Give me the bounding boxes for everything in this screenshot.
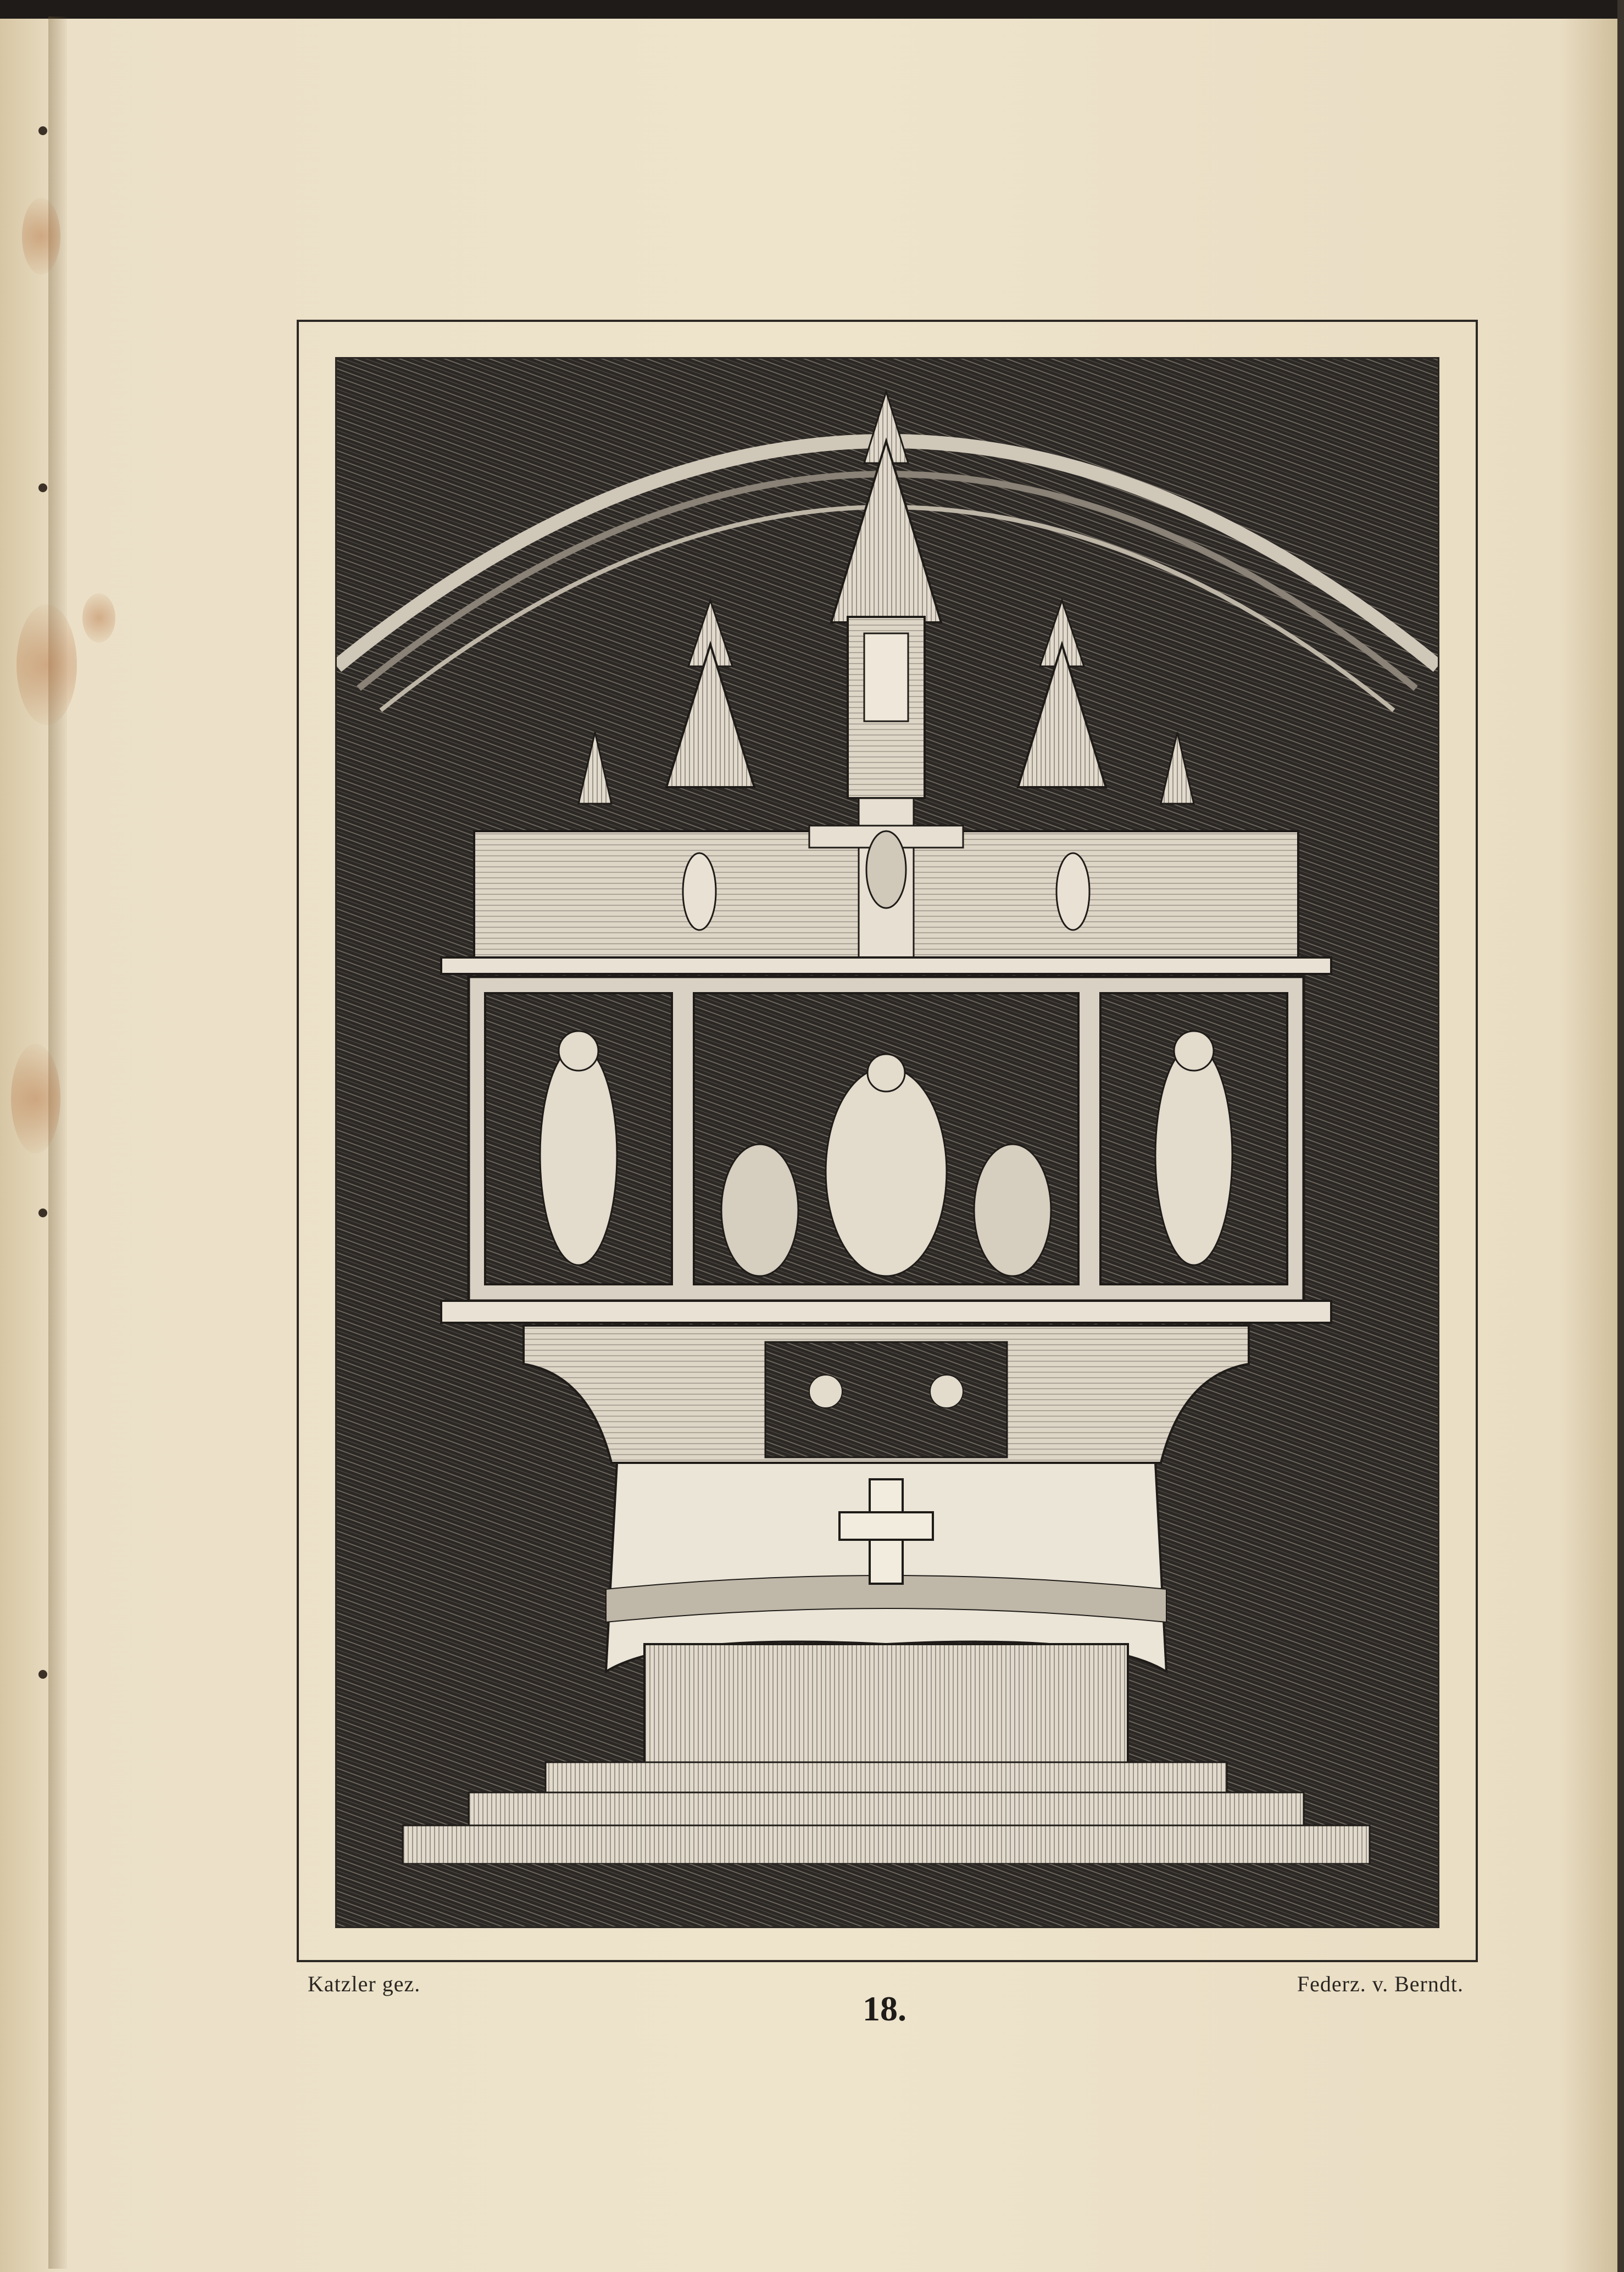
- altar-predella: [524, 1326, 1249, 1463]
- page-top-shadow: [0, 0, 1624, 19]
- draughtsman-caption: Katzler gez.: [308, 1972, 421, 1996]
- altar-shelf: [441, 957, 1331, 974]
- engraver-caption: Federz. v. Berndt.: [1297, 1972, 1464, 1996]
- foxing-stain: [16, 604, 77, 725]
- plate-number: 18.: [863, 1989, 906, 2028]
- foxing-stain: [82, 593, 115, 643]
- foxing-stain: [22, 198, 60, 275]
- altar-cornice: [441, 1301, 1331, 1323]
- altar-steps: [403, 1762, 1370, 1864]
- binding-hole: [38, 126, 47, 135]
- altarpiece-triptych: [469, 977, 1304, 1301]
- page-right-edge: [1617, 0, 1624, 2272]
- altar-table: [606, 1463, 1166, 1765]
- binding-hole: [38, 483, 47, 492]
- binding-fold: [48, 16, 67, 2269]
- altar-engraving: [335, 357, 1439, 1928]
- binding-hole: [38, 1209, 47, 1217]
- foxing-stain: [11, 1044, 60, 1154]
- binding-hole: [38, 1670, 47, 1679]
- floor: [337, 1864, 1438, 1926]
- altar-illustration: [337, 359, 1438, 1926]
